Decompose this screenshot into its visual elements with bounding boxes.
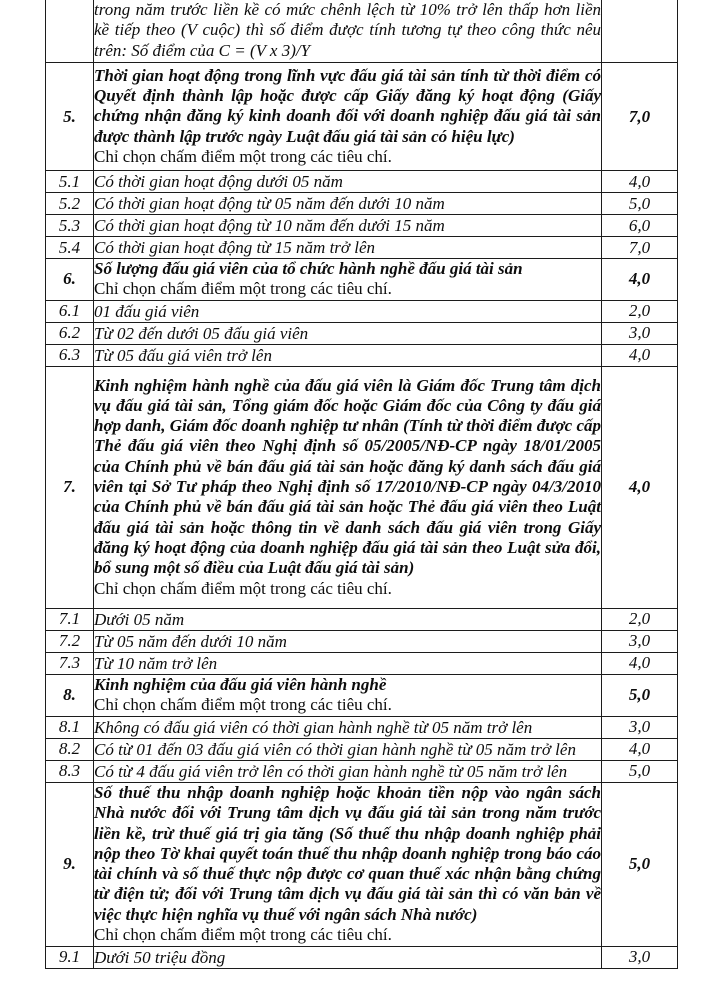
table-row: [46, 652, 678, 674]
criteria-cell: [94, 171, 602, 193]
criteria-text: trong năm trước liền kề có mức chênh lệch từ 10% trở lên thấp hơn liền kề tiếp theo (V cuộc) thì số điểm được tính tương tự theo công thức nêu trên: Số điểm của C = (V x 3)/Y: [94, 0, 601, 60]
criteria-cell: [94, 652, 602, 674]
criteria-note: Chỉ chọn chấm điểm một trong các tiêu chí.: [94, 925, 392, 945]
score-cell: 6,0: [602, 215, 678, 237]
criteria-text: Từ 05 đấu giá viên trở lên: [94, 345, 272, 365]
criteria-cell: [94, 259, 602, 301]
table-row: [46, 946, 678, 968]
table-row: [46, 760, 678, 782]
criteria-text: Có thời gian hoạt động dưới 05 năm: [94, 172, 343, 191]
criteria-cell: [94, 946, 602, 968]
table-row: [46, 322, 678, 344]
criteria-text: Dưới 50 triệu đồng: [94, 947, 226, 967]
criteria-text: Kinh nghiệm hành nghề của đấu giá viên là Giám đốc Trung tâm dịch vụ đấu giá tài sản, Tổng giám đốc hoặc Giám đốc của Công ty đấu giá hợp danh, Giám đốc doanh nghiệp tư nhân (Tính từ thời điểm được cấp Thẻ đấu giá viên theo Nghị định số 05/2005/NĐ-CP ngày 18/01/2005 của Chính phủ về bán đấu giá tài sản hoặc đăng ký danh sách đấu giá viên tại Sở Tư pháp theo Nghị định số 17/2010/NĐ-CP ngày 04/3/2010 của Chính phủ về bán đấu giá tài sản hoặc Thẻ đấu giá viên theo Luật đấu giá tài sản hoặc thông tin về danh sách đấu giá viên trong Giấy đăng ký hoạt động của doanh nghiệp đấu giá tài sản theo Luật sửa đổi, bổ sung một số điều của Luật đấu giá tài sản): [94, 375, 601, 578]
table-row: [46, 193, 678, 215]
criteria-cell: [94, 782, 602, 946]
row-number-cell: 5.2: [46, 193, 94, 215]
row-number-cell: 9.: [46, 782, 94, 946]
criteria-text: Có từ 01 đến 03 đấu giá viên có thời gian hành nghề từ 05 năm trở lên: [94, 739, 576, 759]
criteria-text: Từ 05 năm đến dưới 10 năm: [94, 631, 287, 651]
score-cell: 7,0: [602, 63, 678, 171]
row-number-cell: 6.1: [46, 300, 94, 322]
score-cell: 4,0: [602, 259, 678, 301]
score-cell: 4,0: [602, 171, 678, 193]
table-row: [46, 608, 678, 630]
score-cell: 4,0: [602, 344, 678, 366]
row-number-cell: 5.3: [46, 215, 94, 237]
score-cell: 4,0: [602, 738, 678, 760]
table-row: [46, 259, 678, 301]
criteria-cell: [94, 344, 602, 366]
row-number-cell: 7.: [46, 366, 94, 608]
score-cell: 3,0: [602, 630, 678, 652]
row-number-cell: 8.1: [46, 716, 94, 738]
criteria-text: Có thời gian hoạt động từ 10 năm đến dưới 15 năm: [94, 216, 445, 235]
criteria-cell: [94, 366, 602, 608]
row-number-cell: 8.2: [46, 738, 94, 760]
score-cell: 3,0: [602, 716, 678, 738]
table-row: [46, 782, 678, 946]
criteria-note: Chỉ chọn chấm điểm một trong các tiêu chí.: [94, 146, 392, 166]
row-number-cell: 8.: [46, 674, 94, 716]
criteria-cell: [94, 608, 602, 630]
score-cell: 2,0: [602, 608, 678, 630]
row-number-cell: 5.: [46, 63, 94, 171]
criteria-table: [45, 0, 678, 969]
criteria-cell: [94, 738, 602, 760]
table-row: [46, 366, 678, 608]
table-row: [46, 215, 678, 237]
criteria-text: Từ 02 đến dưới 05 đấu giá viên: [94, 323, 309, 343]
criteria-text: Thời gian hoạt động trong lĩnh vực đấu giá tài sản tính từ thời điểm có Quyết định thành lập hoặc được cấp Giấy đăng ký hoạt động (Giấy chứng nhận đăng ký kinh doanh đối với doanh nghiệp đấu giá tài sản được thành lập trước ngày Luật đấu giá tài sản có hiệu lực): [94, 65, 601, 146]
criteria-text: Có thời gian hoạt động từ 15 năm trở lên: [94, 238, 376, 257]
table-row: [46, 300, 678, 322]
row-number-cell: [46, 0, 94, 63]
criteria-text: Kinh nghiệm của đấu giá viên hành nghề: [94, 674, 387, 694]
score-cell: [602, 0, 678, 63]
criteria-cell: [94, 760, 602, 782]
criteria-note: Chỉ chọn chấm điểm một trong các tiêu chí.: [94, 578, 392, 598]
row-number-cell: 7.2: [46, 630, 94, 652]
criteria-cell: [94, 322, 602, 344]
criteria-cell: [94, 237, 602, 259]
table-row: [46, 344, 678, 366]
score-cell: 5,0: [602, 193, 678, 215]
criteria-cell: [94, 674, 602, 716]
score-cell: 5,0: [602, 674, 678, 716]
criteria-cell: [94, 63, 602, 171]
table-row: [46, 0, 678, 63]
criteria-text: Số thuế thu nhập doanh nghiệp hoặc khoản tiền nộp vào ngân sách Nhà nước đối với Trung tâm dịch vụ đấu giá tài sản trong năm trước liền kề, trừ thuế giá trị gia tăng (Số thuế thu nhập doanh nghiệp phải nộp theo Tờ khai quyết toán thuế thu nhập doanh nghiệp trong báo cáo tài chính và số thuế thực nộp được cơ quan thuế xác nhận bằng chứng từ điện tử; đối với Trung tâm dịch vụ đấu giá tài sản thì có văn bản về việc thực hiện nghĩa vụ thuế với ngân sách Nhà nước): [94, 783, 601, 924]
criteria-text: 01 đấu giá viên: [94, 301, 200, 321]
row-number-cell: 5.1: [46, 171, 94, 193]
criteria-cell: [94, 630, 602, 652]
row-number-cell: 8.3: [46, 760, 94, 782]
criteria-cell: [94, 300, 602, 322]
criteria-text: Từ 10 năm trở lên: [94, 653, 218, 673]
criteria-cell: [94, 716, 602, 738]
score-cell: 5,0: [602, 782, 678, 946]
score-cell: 3,0: [602, 322, 678, 344]
criteria-text: Có thời gian hoạt động từ 05 năm đến dưới 10 năm: [94, 194, 445, 213]
table-row: [46, 674, 678, 716]
row-number-cell: 6.3: [46, 344, 94, 366]
score-cell: 4,0: [602, 366, 678, 608]
row-number-cell: 5.4: [46, 237, 94, 259]
criteria-cell: [94, 215, 602, 237]
criteria-table-body: [46, 0, 678, 968]
table-row: [46, 738, 678, 760]
score-cell: 2,0: [602, 300, 678, 322]
criteria-cell: [94, 193, 602, 215]
row-number-cell: 7.3: [46, 652, 94, 674]
score-cell: 4,0: [602, 652, 678, 674]
table-row: [46, 716, 678, 738]
row-number-cell: 6.: [46, 259, 94, 301]
score-cell: 7,0: [602, 237, 678, 259]
criteria-text: Số lượng đấu giá viên của tổ chức hành nghề đấu giá tài sản: [94, 259, 523, 278]
criteria-cell: [94, 0, 602, 63]
row-number-cell: 7.1: [46, 608, 94, 630]
table-row: [46, 171, 678, 193]
criteria-text: Có từ 4 đấu giá viên trở lên có thời gian hành nghề từ 05 năm trở lên: [94, 761, 568, 781]
table-row: [46, 630, 678, 652]
row-number-cell: 6.2: [46, 322, 94, 344]
table-row: [46, 63, 678, 171]
criteria-note: Chỉ chọn chấm điểm một trong các tiêu chí.: [94, 695, 392, 715]
row-number-cell: 9.1: [46, 946, 94, 968]
score-cell: 5,0: [602, 760, 678, 782]
criteria-text: Dưới 05 năm: [94, 609, 185, 629]
criteria-text: Không có đấu giá viên có thời gian hành nghề từ 05 năm trở lên: [94, 717, 533, 737]
table-row: [46, 237, 678, 259]
criteria-note: Chỉ chọn chấm điểm một trong các tiêu chí.: [94, 279, 392, 299]
score-cell: 3,0: [602, 946, 678, 968]
